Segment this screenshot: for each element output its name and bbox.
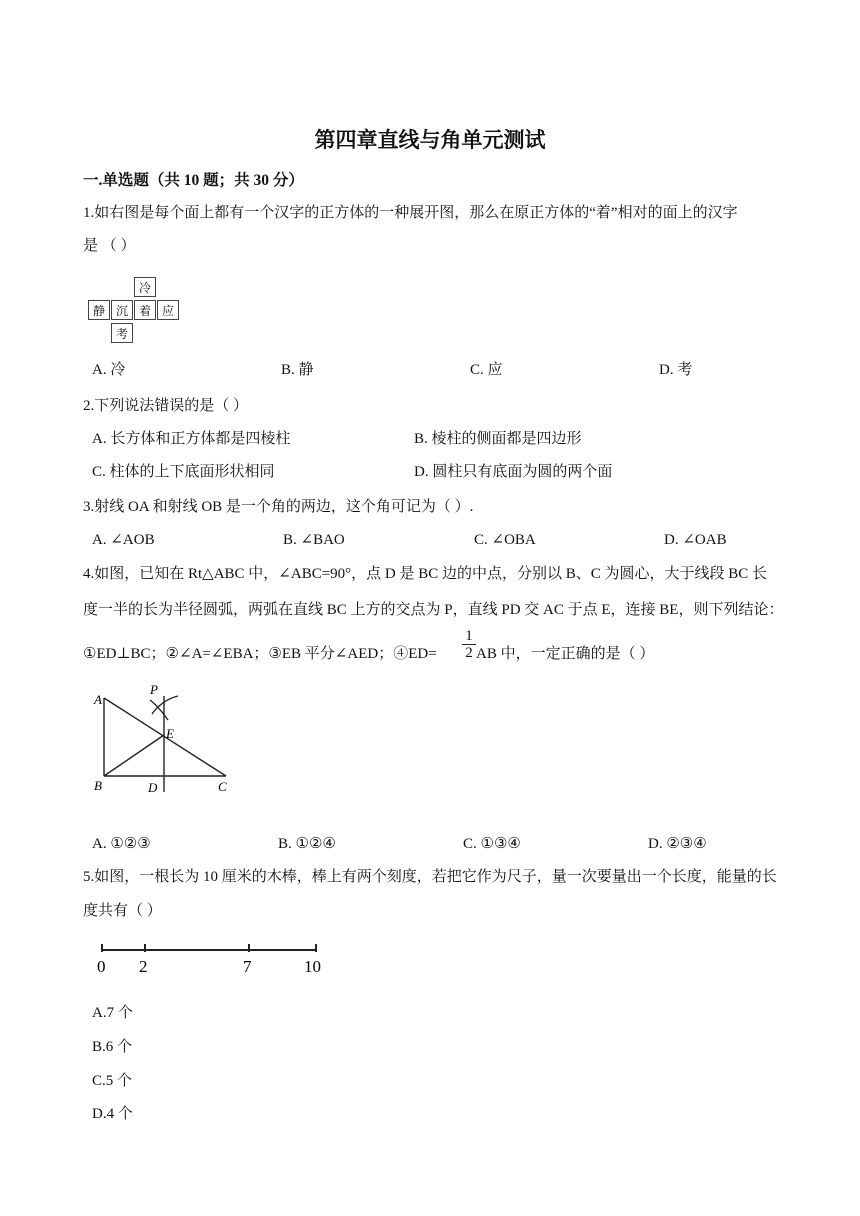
- q2-option-c[interactable]: C. 柱体的上下底面形状相同: [92, 464, 275, 480]
- q1-option-b[interactable]: B. 静: [281, 362, 314, 378]
- q1-option-a[interactable]: A. 冷: [92, 362, 126, 378]
- q5-option-c[interactable]: C.5 个: [92, 1073, 133, 1089]
- net-cell-row-4: 应: [157, 300, 179, 320]
- label-d: D: [148, 780, 158, 795]
- segment-be: [104, 735, 164, 776]
- q1-option-d[interactable]: D. 考: [659, 362, 693, 378]
- label-a: A: [94, 692, 102, 707]
- q4-option-a[interactable]: A. ①②③: [92, 836, 151, 852]
- q5-stem-line2: 度共有（ ）: [83, 903, 162, 919]
- q4-option-b[interactable]: B. ①②④: [278, 836, 336, 852]
- net-cell-row-3: 着: [134, 300, 156, 320]
- q4-stem-line3-a: ①ED⊥BC；②∠A=∠EBA；③EB 平分∠AED；④ED=: [83, 646, 437, 662]
- triangle-figure: [88, 680, 268, 812]
- q1-stem-line1: 1.如右图是每个面上都有一个汉字的正方体的一种展开图，那么在原正方体的“着”相对的面上的汉字: [83, 205, 738, 221]
- q3-option-b[interactable]: B. ∠BAO: [283, 532, 345, 548]
- q5-option-b[interactable]: B.6 个: [92, 1039, 133, 1055]
- arc-from-c: [150, 700, 168, 720]
- label-c: C: [218, 779, 227, 794]
- cube-net-figure: [86, 277, 186, 347]
- section-heading: 一.单选题（共 10 题；共 30 分）: [83, 172, 304, 189]
- ruler-label-10: 10: [304, 957, 321, 976]
- q1-stem-line2: 是 （ ）: [83, 238, 136, 254]
- q4-stem-line2: 度一半的长为半径圆弧，两弧在直线 BC 上方的交点为 P，直线 PD 交 AC 于点 E，连接 BE，则下列结论：: [83, 602, 784, 618]
- fraction-denominator: 2: [465, 645, 473, 661]
- fraction-numerator: 1: [465, 628, 473, 644]
- q4-stem-line1: 4.如图，已知在 Rt△ABC 中，∠ABC=90°，点 D 是 BC 边的中点，分别以 B、C 为圆心，大于线段 BC 长: [83, 566, 768, 582]
- q5-option-a[interactable]: A.7 个: [92, 1005, 133, 1021]
- label-p: P: [150, 682, 158, 697]
- net-cell-row-1: 静: [88, 300, 110, 320]
- q5-option-d[interactable]: D.4 个: [92, 1106, 133, 1122]
- q1-option-c[interactable]: C. 应: [470, 362, 503, 378]
- q2-stem: 2.下列说法错误的是（ ）: [83, 398, 249, 414]
- net-cell-bottom: 考: [111, 323, 133, 343]
- ruler-figure: [92, 940, 332, 980]
- q3-option-a[interactable]: A. ∠AOB: [92, 532, 155, 548]
- q2-option-d[interactable]: D. 圆柱只有底面为圆的两个面: [414, 464, 613, 480]
- fraction-half: [462, 628, 476, 661]
- page-title: 第四章直线与角单元测试: [314, 128, 546, 152]
- label-b: B: [94, 778, 102, 793]
- ruler-label-7: 7: [243, 957, 252, 976]
- q3-option-d[interactable]: D. ∠OAB: [664, 532, 727, 548]
- q2-option-b[interactable]: B. 棱柱的侧面都是四边形: [414, 431, 582, 447]
- q4-option-c[interactable]: C. ①③④: [463, 836, 521, 852]
- net-cell-row-2: 沉: [111, 300, 133, 320]
- q4-stem-line3-b: AB 中，一定正确的是（ ）: [476, 646, 655, 662]
- net-cell-top: 冷: [134, 277, 156, 297]
- ruler-label-0: 0: [97, 957, 106, 976]
- q2-option-a[interactable]: A. 长方体和正方体都是四棱柱: [92, 431, 291, 447]
- q3-stem: 3.射线 OA 和射线 OB 是一个角的两边，这个角可记为（ ）.: [83, 499, 474, 515]
- q3-option-c[interactable]: C. ∠OBA: [474, 532, 536, 548]
- q4-option-d[interactable]: D. ②③④: [648, 836, 707, 852]
- q5-stem-line1: 5.如图，一根长为 10 厘米的木棒，棒上有两个刻度，若把它作为尺子，量一次要量出一个长度，能量的长: [83, 869, 777, 885]
- label-e: E: [166, 726, 174, 741]
- ruler-label-2: 2: [139, 957, 148, 976]
